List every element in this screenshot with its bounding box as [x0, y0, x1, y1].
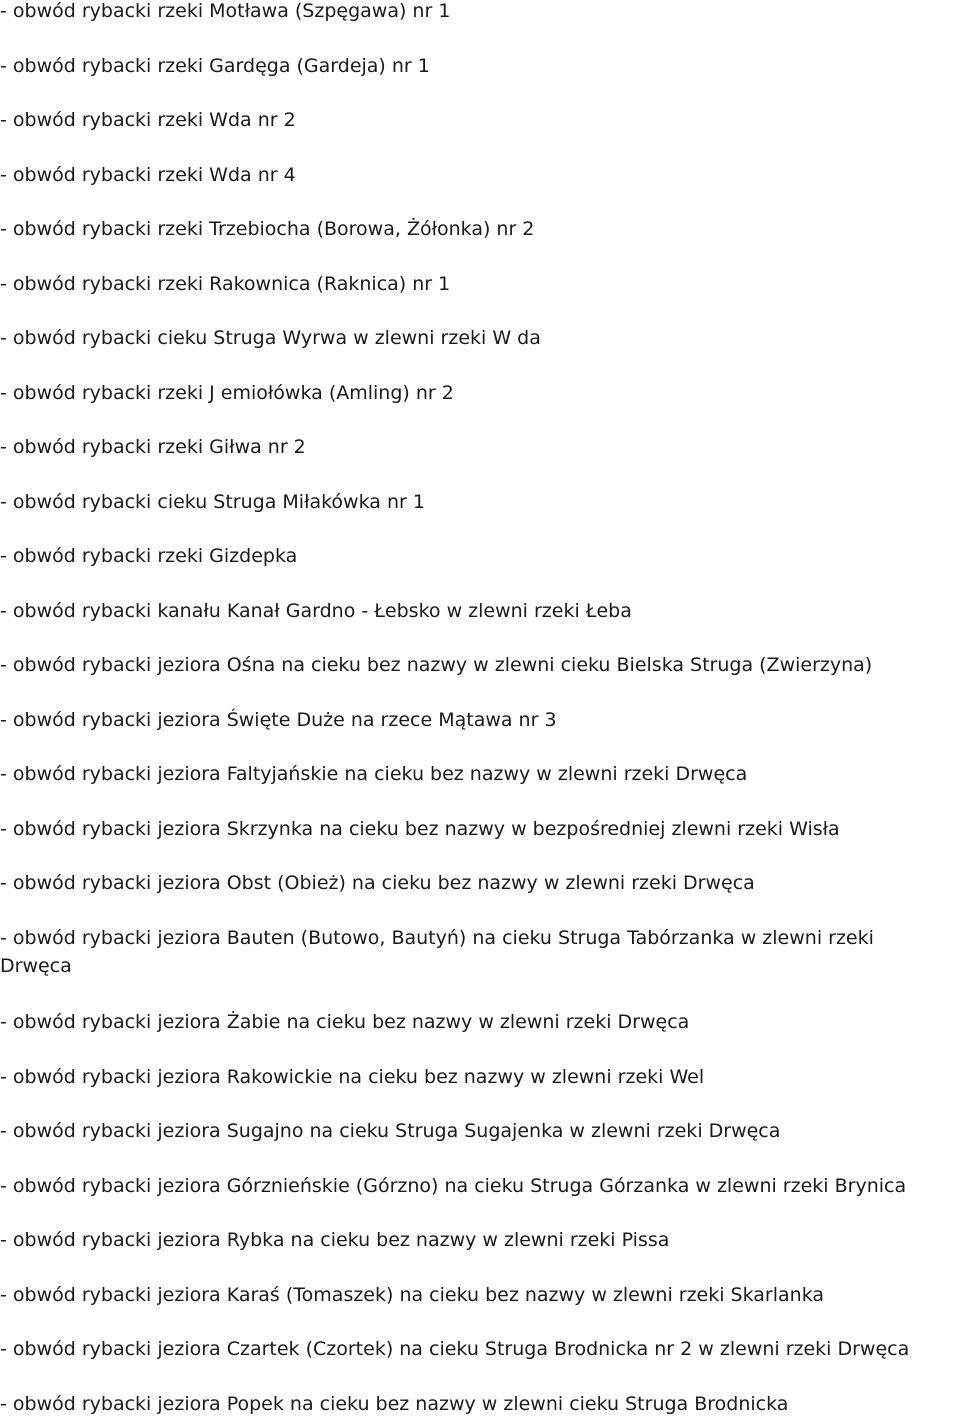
list-item: - obwód rybacki jeziora Faltyjańskie na cieku bez nazwy w zlewni rzeki Drwęca [0, 763, 748, 785]
list-item: - obwód rybacki jeziora Święte Duże na rzece Mątawa nr 3 [0, 709, 557, 731]
list-item: - obwód rybacki rzeki Trzebiocha (Borowa, Żółonka) nr 2 [0, 218, 535, 240]
list-item: - obwód rybacki rzeki Wda nr 2 [0, 109, 296, 131]
list-item: - obwód rybacki jeziora Sugajno na cieku Struga Sugajenka w zlewni rzeki Drwęca [0, 1120, 781, 1142]
list-item: - obwód rybacki rzeki Wda nr 4 [0, 164, 296, 186]
list-item: - obwód rybacki jeziora Bauten (Butowo, Bautyń) na cieku Struga Tabórzanka w zlewni rzeki Drwęca [0, 927, 874, 977]
list-item: - obwód rybacki jeziora Obst (Obież) na cieku bez nazwy w zlewni rzeki Drwęca [0, 872, 755, 894]
list-item: - obwód rybacki rzeki Giłwa nr 2 [0, 436, 306, 458]
list-item: - obwód rybacki jeziora Górznieńskie (Górzno) na cieku Struga Górzanka w zlewni rzeki Brynica [0, 1175, 907, 1197]
list-item: - obwód rybacki jeziora Ośna na cieku bez nazwy w zlewni cieku Bielska Struga (Zwierzyna) [0, 654, 873, 676]
list-item: - obwód rybacki rzeki Motława (Szpęgawa) nr 1 [0, 0, 451, 22]
list-item: - obwód rybacki cieku Struga Wyrwa w zlewni rzeki W da [0, 327, 541, 349]
list-item: - obwód rybacki rzeki Gizdepka [0, 545, 298, 567]
list-item: - obwód rybacki rzeki Gardęga (Gardeja) nr 1 [0, 55, 430, 77]
list-item: - obwód rybacki jeziora Popek na cieku bez nazwy w zlewni cieku Struga Brodnicka [0, 1393, 789, 1415]
list-item: - obwód rybacki jeziora Rakowickie na cieku bez nazwy w zlewni rzeki Wel [0, 1066, 705, 1088]
list-item: - obwód rybacki kanału Kanał Gardno - Łebsko w zlewni rzeki Łeba [0, 600, 632, 622]
list-item: - obwód rybacki cieku Struga Miłakówka nr 1 [0, 491, 425, 513]
list-item: - obwód rybacki jeziora Karaś (Tomaszek) na cieku bez nazwy w zlewni rzeki Skarlanka [0, 1284, 825, 1306]
list-item: - obwód rybacki jeziora Żabie na cieku bez nazwy w zlewni rzeki Drwęca [0, 1011, 690, 1033]
list-item: - obwód rybacki jeziora Rybka na cieku bez nazwy w zlewni rzeki Pissa [0, 1229, 670, 1251]
list-item: - obwód rybacki jeziora Skrzynka na cieku bez nazwy w bezpośredniej zlewni rzeki Wisła [0, 818, 840, 840]
list-item: - obwód rybacki jeziora Czartek (Czortek) na cieku Struga Brodnicka nr 2 w zlewni rzeki Drwęca [0, 1338, 910, 1360]
list-item: - obwód rybacki rzeki Rakownica (Raknica) nr 1 [0, 273, 451, 295]
list-item: - obwód rybacki rzeki J emiołówka (Amling) nr 2 [0, 382, 454, 404]
